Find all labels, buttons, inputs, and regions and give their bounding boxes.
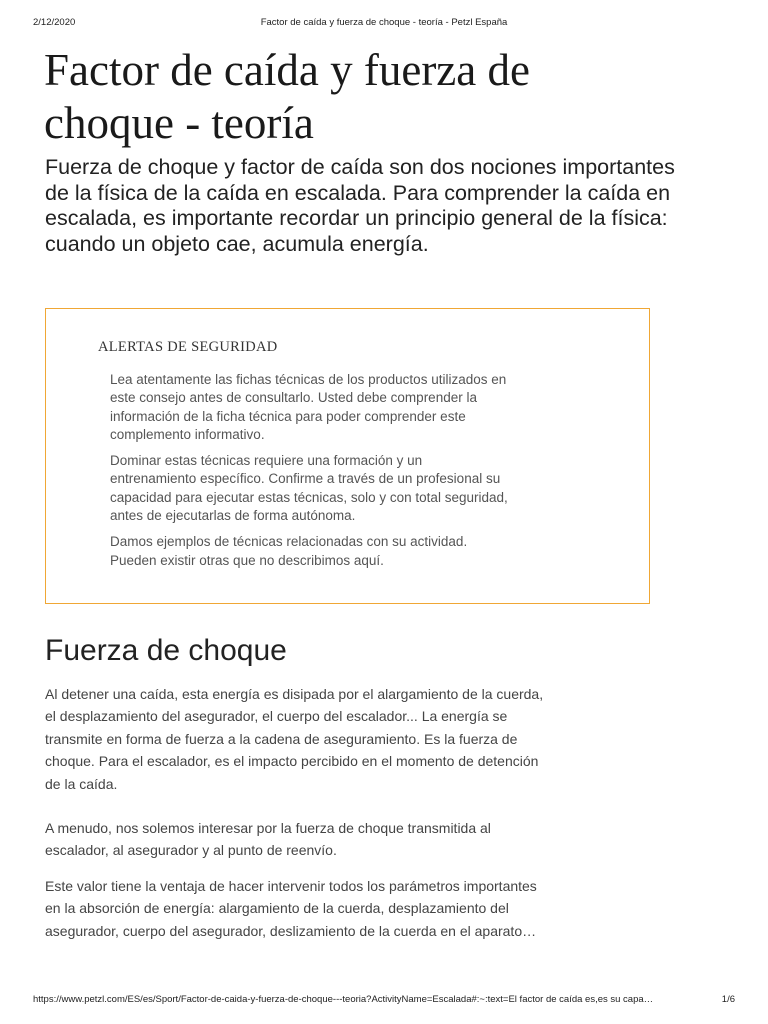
section-body	[45, 683, 555, 942]
print-footer	[0, 994, 768, 1008]
print-header	[0, 17, 768, 31]
safety-alert-paragraph: Lea atentamente las fichas técnicas de los productos utilizados en este consejo antes de consultarlo. Usted debe comprender la información de la ficha técnica para poder comprender este complemento informativo.	[110, 372, 507, 442]
body-paragraph: A menudo, nos solemos interesar por la fuerza de choque transmitida al escalador, al asegurador y al punto de reenvío.	[45, 820, 491, 859]
body-paragraph: Al detener una caída, esta energía es disipada por el alargamiento de la cuerda, el desplazamiento del asegurador, el cuerpo del escalador... La energía se transmite en forma de fuerza a la cadena de aseguramiento. Es la fuerza de choque. Para el escalador, es el impacto percibido en el momento de detención de la caída.	[45, 686, 544, 792]
safety-alert-title: ALERTAS DE SEGURIDAD	[98, 339, 278, 355]
section-heading: Fuerza de choque	[45, 634, 287, 667]
page-number: 1/6	[721, 994, 735, 1005]
lead-paragraph: Fuerza de choque y factor de caída son dos nociones importantes de la física de la caída en escalada. Para comprender la caída en escalada, es importante recordar un principio general de la física: cuando un objeto cae, acumula energía.	[45, 155, 675, 256]
safety-alert-content	[110, 371, 510, 578]
print-url: https://www.petzl.com/ES/es/Sport/Factor-de-caida-y-fuerza-de-choque---teoria?ActivityName=Escalada#:~:text=El factor de caída es,es su capa…	[33, 994, 654, 1005]
print-document-title: Factor de caída y fuerza de choque - teoría - Petzl España	[260, 17, 508, 28]
safety-alert-paragraph: Damos ejemplos de técnicas relacionadas con su actividad. Pueden existir otras que no describimos aquí.	[110, 534, 468, 568]
print-date: 2/12/2020	[33, 17, 76, 28]
safety-alert-box	[45, 308, 650, 604]
page-title: Factor de caída y fuerza de choque - teoría	[44, 45, 530, 148]
safety-alert-paragraph: Dominar estas técnicas requiere una formación y un entrenamiento específico. Confirme a través de un profesional su capacidad para ejecutar estas técnicas, solo y con total seguridad, antes de ejecutarlas de forma autónoma.	[110, 453, 508, 524]
body-paragraph: Este valor tiene la ventaja de hacer intervenir todos los parámetros importantes en la absorción de energía: alargamiento de la cuerda, desplazamiento del asegurador, cuerpo del asegurador, deslizamiento de la cuerda en el aparato…	[45, 877, 537, 939]
